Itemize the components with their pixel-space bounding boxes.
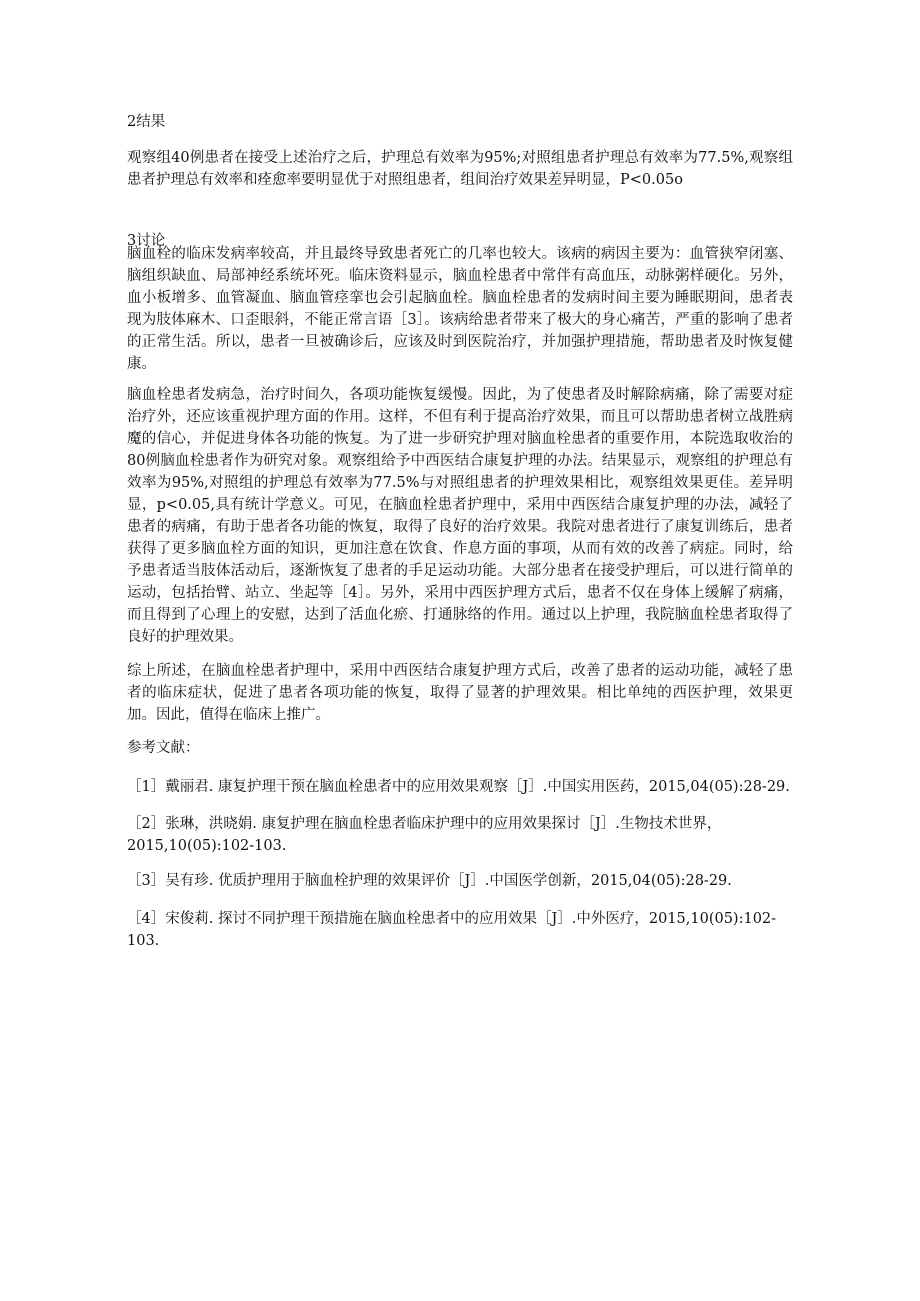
discussion-paragraph-1: 脑血栓的临床发病率较高，并且最终导致患者死亡的几率也较大。该病的病因主要为：血管狭窄闭塞、脑组织缺血、局部神经系统坏死。临床资料显示，脑血栓患者中常伴有高血压，动脉粥样硬化。另外，血小板增多、血管凝血、脑血管痉挛也会引起脑血栓。脑血栓患者的发病时间主要为睡眠期间，患者表现为肢体麻木、口歪眼斜，不能正常言语［3］。该病给患者带来了极大的身心痛苦，严重的影响了患者的正常生活。所以，患者一旦被确诊后，应该及时到医院治疗，并加强护理措施，帮助患者及时恢复健康。 [127,246,793,372]
discussion-heading: 3讨论 [127,233,166,249]
reference-item: ［2］张琳，洪晓娟. 康复护理在脑血栓患者临床护理中的应用效果探讨［J］.生物技术世界，2015,10(05):102-103. [127,816,722,854]
results-paragraph: 观察组40例患者在接受上述治疗之后，护理总有效率为95%;对照组患者护理总有效率为77.5%,观察组患者护理总有效率和痊愈率要明显优于对照组患者，组间治疗效果差异明显，P<0.05o [127,150,793,188]
discussion-paragraph-3: 综上所述，在脑血栓患者护理中，采用中西医结合康复护理方式后，改善了患者的运动功能，减轻了患者的临床症状，促进了患者各项功能的恢复，取得了显著的护理效果。相比单纯的西医护理，效果更加。因此，值得在临床上推广。 [127,663,793,723]
discussion-paragraph-2: 脑血栓患者发病急，治疗时间久，各项功能恢复缓慢。因此，为了使患者及时解除病痛，除了需要对症治疗外，还应该重视护理方面的作用。这样，不但有利于提高治疗效果，而且可以帮助患者树立战胜病魔的信心，并促进身体各功能的恢复。为了进一步研究护理对脑血栓患者的重要作用，本院选取收治的80例脑血栓患者作为研究对象。观察组给予中西医结合康复护理的办法。结果显示，观察组的护理总有效率为95%,对照组的护理总有效率为77.5%与对照组患者的护理效果相比，观察组效果更佳。差异明显，p<0.05,具有统计学意义。可见，在脑血栓患者护理中，采用中西医结合康复护理的办法，减轻了患者的病痛，有助于患者各功能的恢复，取得了良好的治疗效果。我院对患者进行了康复训练后，患者获得了更多脑血栓方面的知识，更加注意在饮食、作息方面的事项，从而有效的改善了病症。同时，给予患者适当肢体活动后，逐渐恢复了患者的手足运动功能。大部分患者在接受护理后，可以进行简单的运动，包括抬臂、站立、坐起等［4］。另外，采用中西医护理方式后，患者不仅在身体上缓解了病痛，而且得到了心理上的安慰，达到了活血化瘀、打通脉络的作用。通过以上护理，我院脑血栓患者取得了良好的护理效果。 [127,387,793,645]
results-heading: 2结果 [127,114,166,130]
reference-item: ［3］吴有珍. 优质护理用于脑血栓护理的效果评价［J］.中国医学创新，2015,04(05):28-29. [127,873,732,889]
references-title: 参考文献： [127,740,200,756]
reference-item: ［1］戴丽君. 康复护理干预在脑血栓患者中的应用效果观察［J］.中国实用医药，2015,04(05):28-29. [127,779,790,795]
reference-item: ［4］宋俊莉. 探讨不同护理干预措施在脑血栓患者中的应用效果［J］.中外医疗，2015,10(05):102-103. [127,911,777,949]
